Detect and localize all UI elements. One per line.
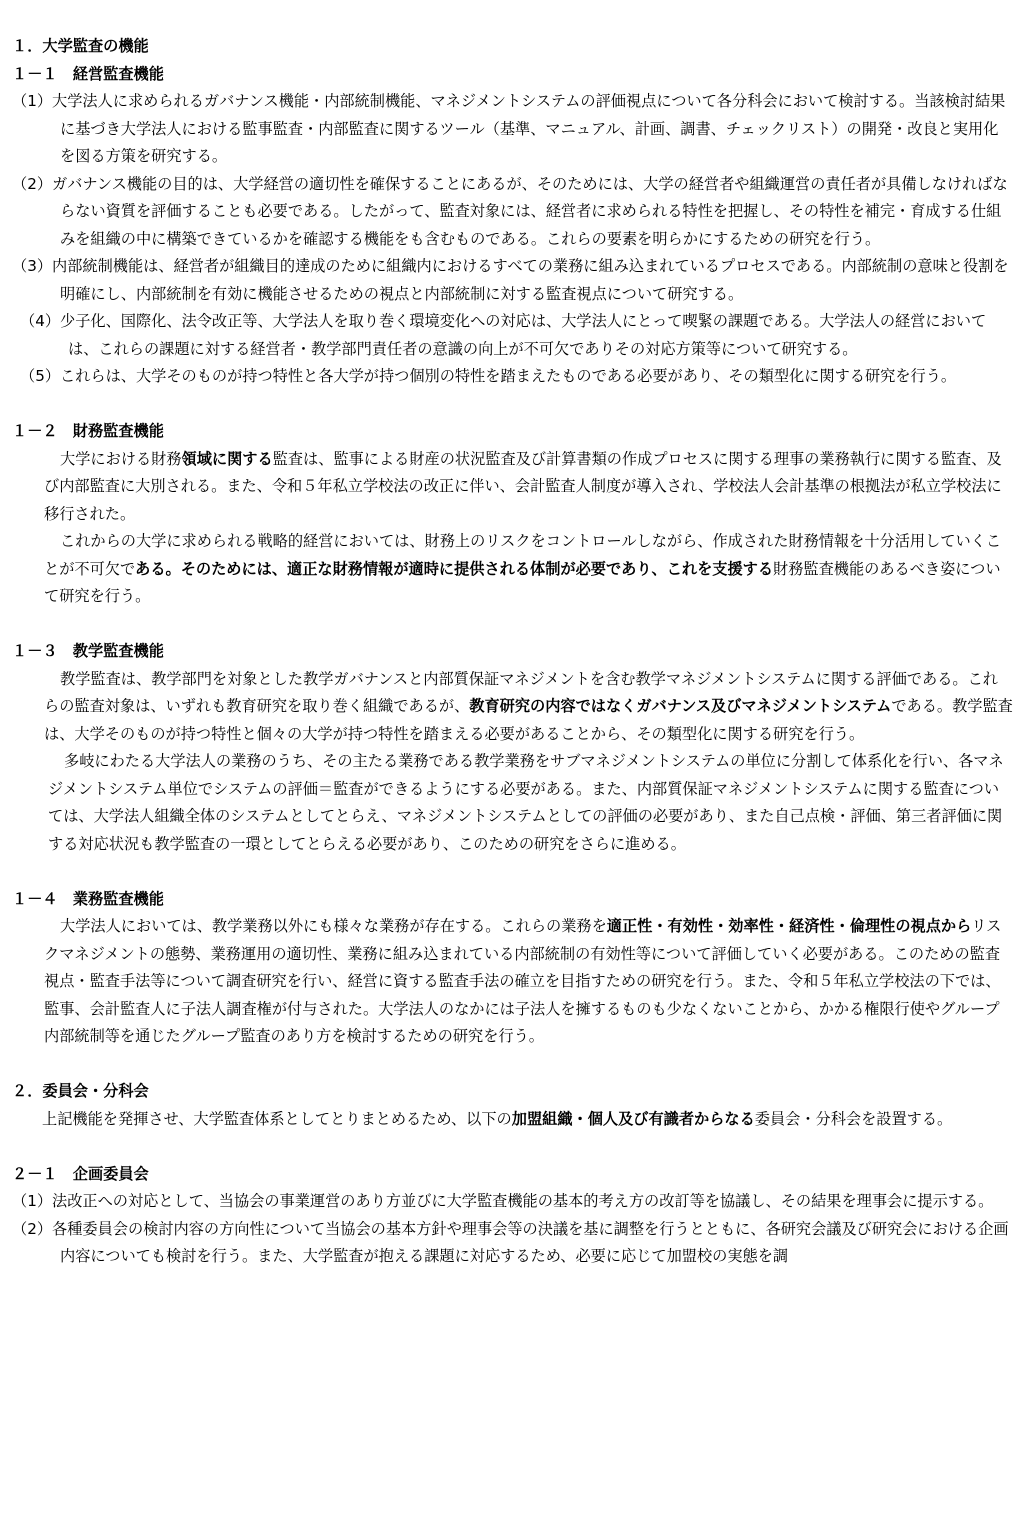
list-item: （2）各種委員会の検討内容の方向性について当協会の基本方針や理事会等の決議を基に調整を行うとともに、各研究会議及び研究会における企画内容についても検討を行う。また、大学監査が抱える課題に対応するため、必要に応じて加盟校の実態を調	[12, 1219, 1009, 1265]
section-2-heading: ２．委員会・分科会	[12, 1082, 149, 1100]
spacer	[12, 391, 1013, 419]
bold-text-run: ある。そのためには、適正な財務情報が適時に提供される体制が必要であり、これを支援する	[135, 559, 773, 578]
spacer	[12, 1133, 1013, 1161]
bold-text-run: 教育研究の内容ではなくガバナンス及びマネジメントシステム	[469, 697, 892, 715]
spacer	[12, 858, 1013, 886]
list-item: （5）これらは、大学そのものが持つ特性と各大学が持つ個別の特性を踏まえたものである必要があり、その類型化に関する研究を行う。	[20, 367, 957, 385]
section-2-1-heading: ２－１ 企画委員会	[12, 1164, 149, 1183]
paragraph	[12, 913, 1013, 1051]
text-run: である。教学監査は、大学そのものが持つ特性と個々の大学が持つ特性を踏まえる必要があることから、その類型化に関する研究を行う。	[44, 697, 1013, 743]
text-run: 財務監査機能のあるべき姿について研究を行う。	[44, 559, 1001, 605]
text-run: 監査は、監事による財産の状況監査及び計算書類の作成プロセスに関する理事の業務執行に関する監査、及び内部監査に大別される。また、令和５年私立学校法の改正に伴い、会計監査人制度が導入され、学校法人会計基準の根拠法が私立学校法に移行された。	[44, 449, 1002, 523]
text-run: これからの大学に求められる戦略的経営においては、財務上のリスクをコントロールしながら、作成された財務情報を十分活用していくことが不可欠で	[44, 532, 1002, 578]
paragraph	[12, 446, 1013, 529]
text-run: 大学における財務	[60, 449, 182, 468]
list-item: （3）内部統制機能は、経営者が組織目的達成のために組織内におけるすべての業務に組み込まれているプロセスである。内部統制の意味と役割を明確にし、内部統制を有効に機能させるための視点と内部統制に対する監査視点について研究する。	[12, 257, 1009, 303]
section-1-2-heading: １－２ 財務監査機能	[12, 422, 164, 440]
section-1-3-heading: １－３ 教学監査機能	[12, 642, 164, 660]
text-run: リスクマネジメントの態勢、業務運用の適切性、業務に組み込まれている内部統制の有効性等について評価していく必要がある。このための監査視点・監査手法等について調査研究を行い、経営に資する監査手法の確立を目指すための研究を行う。また、令和５年私立学校法の下では、監事、会計監査人に子法人調査権が付与された。大学法人のなかには子法人を擁するものも少なくないことから、かかる権限行使やグループ内部統制等を通じたグループ監査のあり方を検討するための研究を行う。	[44, 917, 1002, 1045]
section-1-4-heading: １－４ 業務監査機能	[12, 889, 164, 908]
text-run: 上記機能を発揮させ、大学監査体系としてとりまとめるため、以下の	[42, 1109, 512, 1128]
list-item: （2）ガバナンス機能の目的は、大学経営の適切性を確保することにあるが、そのためには、大学の経営者や組織運営の責任者が具備しなければならない資質を評価することも必要である。したがって、監査対象には、経営者に求められる特性を把握し、その特性を補完・育成する仕組みを組織の中に構築できているかを確認する機能をも含むものである。これらの要素を明らかにするための研究を行う。	[12, 174, 1008, 248]
list-item: （1）大学法人に求められるガバナンス機能・内部統制機能、マネジメントシステムの評価視点について各分科会において検討する。当該検討結果に基づき大学法人における監事監査・内部監査に関するツール（基準、マニュアル、計画、調書、チェックリスト）の開発・改良と実用化を図る方策を研究する。	[12, 92, 1006, 165]
text-run: 教学監査は、教学部門を対象とした教学ガバナンスと内部質保証マネジメントを含む教学マネジメントシステムに関する評価である。これらの監査対象は、いずれも教育研究を取り巻く組織であるが、	[44, 669, 998, 715]
text-run: 委員会・分科会を設置する。	[754, 1109, 953, 1128]
text-run: 大学法人においては、教学業務以外にも様々な業務が存在する。これらの業務を	[60, 917, 607, 935]
paragraph	[12, 528, 1013, 611]
list-item: （4）少子化、国際化、法令改正等、大学法人を取り巻く環境変化への対応は、大学法人にとって喫緊の課題である。大学法人の経営においては、これらの課題に対する経営者・教学部門責任者の意識の向上が不可欠でありその対応方策等について研究する。	[20, 312, 987, 358]
paragraph: 多岐にわたる大学法人の業務のうち、その主たる業務である教学業務をサブマネジメントシステムの単位に分割して体系化を行い、各マネジメントシステム単位でシステムの評価＝監査ができるようにする必要がある。また、内部質保証マネジメントシステムに関する監査については、大学法人組織全体のシステムとしてとらえ、マネジメントシステムとしての評価の必要があり、また自己点検・評価、第三者評価に関する対応状況も教学監査の一環としてとらえる必要があり、このための研究をさらに進める。	[48, 752, 1004, 853]
bold-text-run: 加盟組織・個人及び有識者からなる	[511, 1109, 755, 1128]
list-item: （1）法改正への対応として、当協会の事業運営のあり方並びに大学監査機能の基本的考え方の改訂等を協議し、その結果を理事会に提示する。	[12, 1192, 994, 1210]
spacer	[12, 611, 1013, 639]
paragraph	[12, 1106, 1013, 1134]
bold-text-run: 適正性・有効性・効率性・経済性・倫理性の視点から	[606, 917, 972, 935]
spacer	[12, 1051, 1013, 1079]
section-1-1-heading: １－１ 経営監査機能	[12, 64, 164, 83]
section-1-heading: １．大学監査の機能	[12, 37, 149, 55]
bold-text-run: 領域に関する	[181, 449, 273, 468]
paragraph	[12, 666, 1013, 749]
